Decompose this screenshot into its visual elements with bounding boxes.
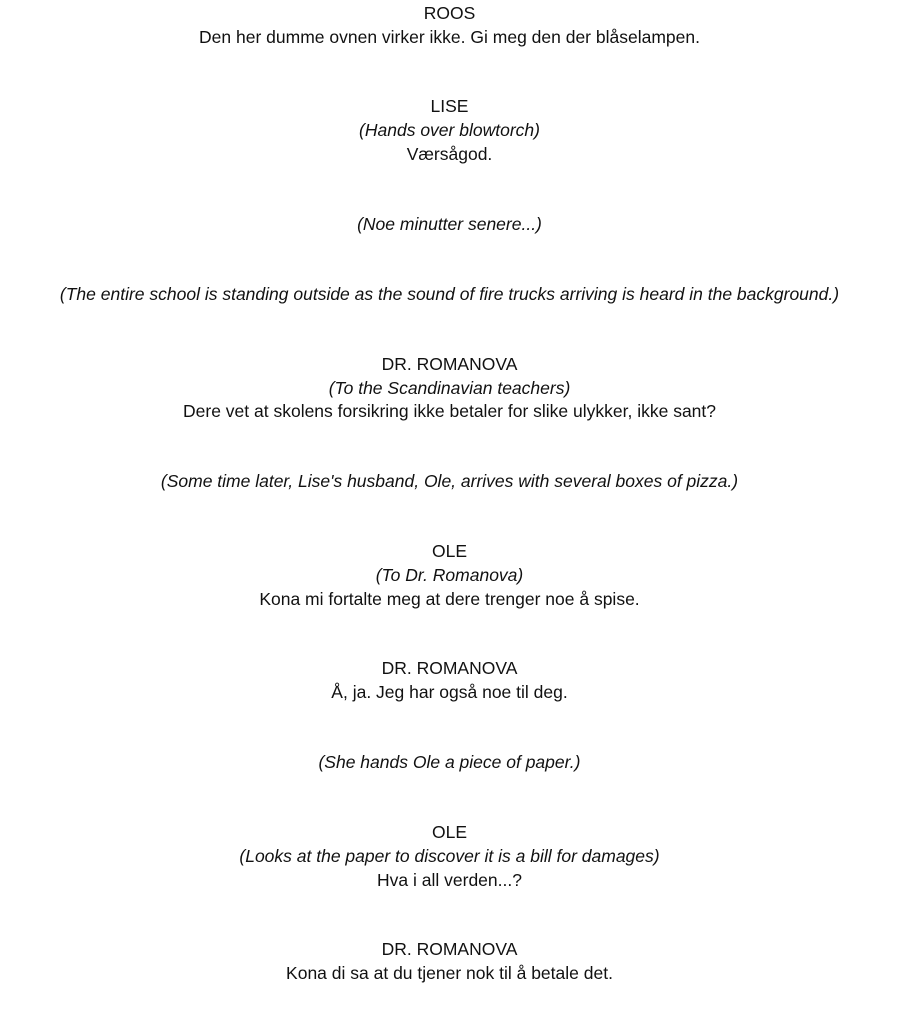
dialogue-line: Å, ja. Jeg har også noe til deg. <box>331 682 568 702</box>
dialogue-line: Hva i all verden...? <box>377 870 522 890</box>
parenthetical: (Looks at the paper to discover it is a bill for damages) <box>239 846 660 866</box>
character-name: OLE <box>431 541 468 561</box>
parenthetical: (To Dr. Romanova) <box>375 565 524 585</box>
character-name: DR. ROMANOVA <box>381 354 518 374</box>
character-name: DR. ROMANOVA <box>381 939 518 959</box>
character-name: LISE <box>430 96 469 116</box>
dialogue-line: Kona mi fortalte meg at dere trenger noe å spise. <box>259 589 640 609</box>
character-name: ROOS <box>423 3 476 23</box>
dialogue-line: Dere vet at skolens forsikring ikke betaler for slike ulykker, ikke sant? <box>183 401 716 421</box>
stage-direction: (Noe minutter senere...) <box>357 214 542 234</box>
parenthetical: (Hands over blowtorch) <box>359 120 540 140</box>
dialogue-line: Kona di sa at du tjener nok til å betale det. <box>286 963 613 983</box>
dialogue-line: Den her dumme ovnen virker ikke. Gi meg den der blåselampen. <box>199 27 700 47</box>
stage-direction: (Some time later, Lise's husband, Ole, arrives with several boxes of pizza.) <box>160 471 739 491</box>
stage-direction: (The entire school is standing outside as the sound of fire trucks arriving is heard in the background.) <box>59 284 840 304</box>
character-name: DR. ROMANOVA <box>381 658 518 678</box>
parenthetical: (To the Scandinavian teachers) <box>328 378 571 398</box>
character-name: OLE <box>431 822 468 842</box>
stage-direction: (She hands Ole a piece of paper.) <box>318 752 581 772</box>
dialogue-line: Værsågod. <box>406 144 493 164</box>
